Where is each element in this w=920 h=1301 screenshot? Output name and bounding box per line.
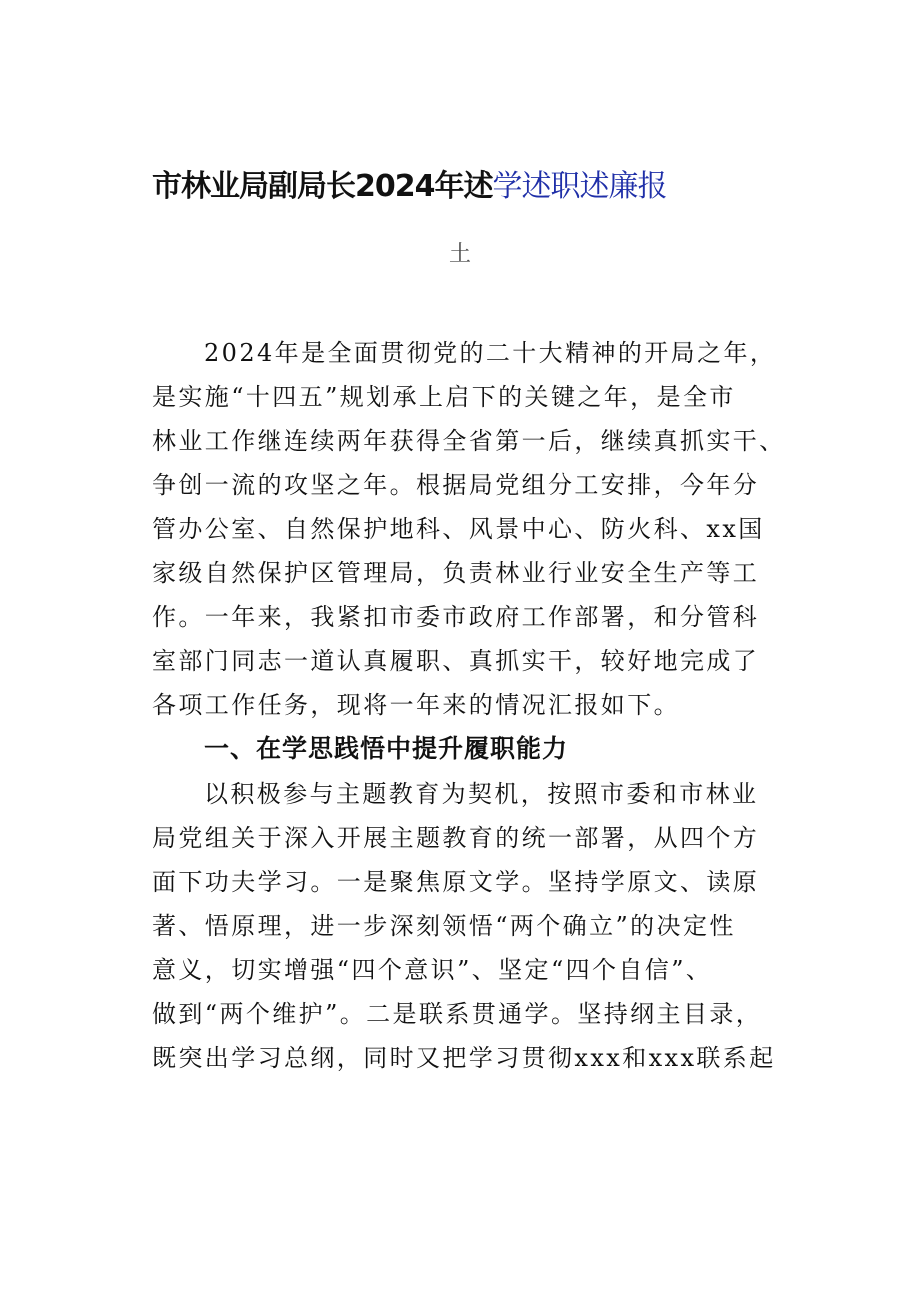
- paragraph-line: 局党组关于深入开展主题教育的统一部署，从四个方: [152, 824, 760, 852]
- paragraph-line: 林业工作继连续两年获得全省第一后，继续真抓实干、: [152, 427, 786, 455]
- paragraph-line: 是实施“十四五”规划承上启下的关键之年，是全市: [152, 383, 736, 411]
- paragraph-line: 作。一年来，我紧扣市委市政府工作部署，和分管科: [152, 603, 760, 631]
- paragraph-line: 2024年是全面贯彻党的二十大精神的开局之年，: [204, 339, 777, 367]
- paragraph-line: 既突出学习总纲，同时又把学习贯彻xxx和xxx联系起: [152, 1044, 776, 1072]
- paragraph-study: [152, 772, 776, 1080]
- paragraph-line: 各项工作任务，现将一年来的情况汇报如下。: [152, 691, 680, 719]
- paragraph-intro: [152, 331, 786, 727]
- paragraph-line: 管办公室、自然保护地科、风景中心、防火科、xx国: [152, 515, 765, 543]
- section-heading: 一、在学思践悟中提升履职能力: [204, 734, 569, 763]
- title-tail: 土: [449, 242, 472, 267]
- paragraph-line: 家级自然保护区管理局，负责林业行业安全生产等工: [152, 559, 760, 587]
- title-main: 市林业局副局长2024年述: [152, 169, 493, 204]
- paragraph-line: 著、悟原理，进一步深刻领悟“两个确立”的决定性: [152, 912, 736, 940]
- paragraph-line: 意义，切实增强“四个意识”、坚定“四个自信”、: [152, 956, 713, 984]
- paragraph-line: 室部门同志一道认真履职、真抓实干，较好地完成了: [152, 647, 760, 675]
- title-highlight: 学述职述廉报: [492, 169, 667, 204]
- paragraph-line: 争创一流的攻坚之年。根据局党组分工安排，今年分: [152, 471, 760, 499]
- paragraph-line: 以积极参与主题教育为契机，按照市委和市林业: [204, 780, 759, 808]
- document-title: [152, 163, 792, 211]
- paragraph-line: 做到“两个维护”。二是联系贯通学。坚持纲主目录，: [152, 1000, 763, 1028]
- paragraph-line: 面下功夫学习。一是聚焦原文学。坚持学原文、读原: [152, 868, 760, 896]
